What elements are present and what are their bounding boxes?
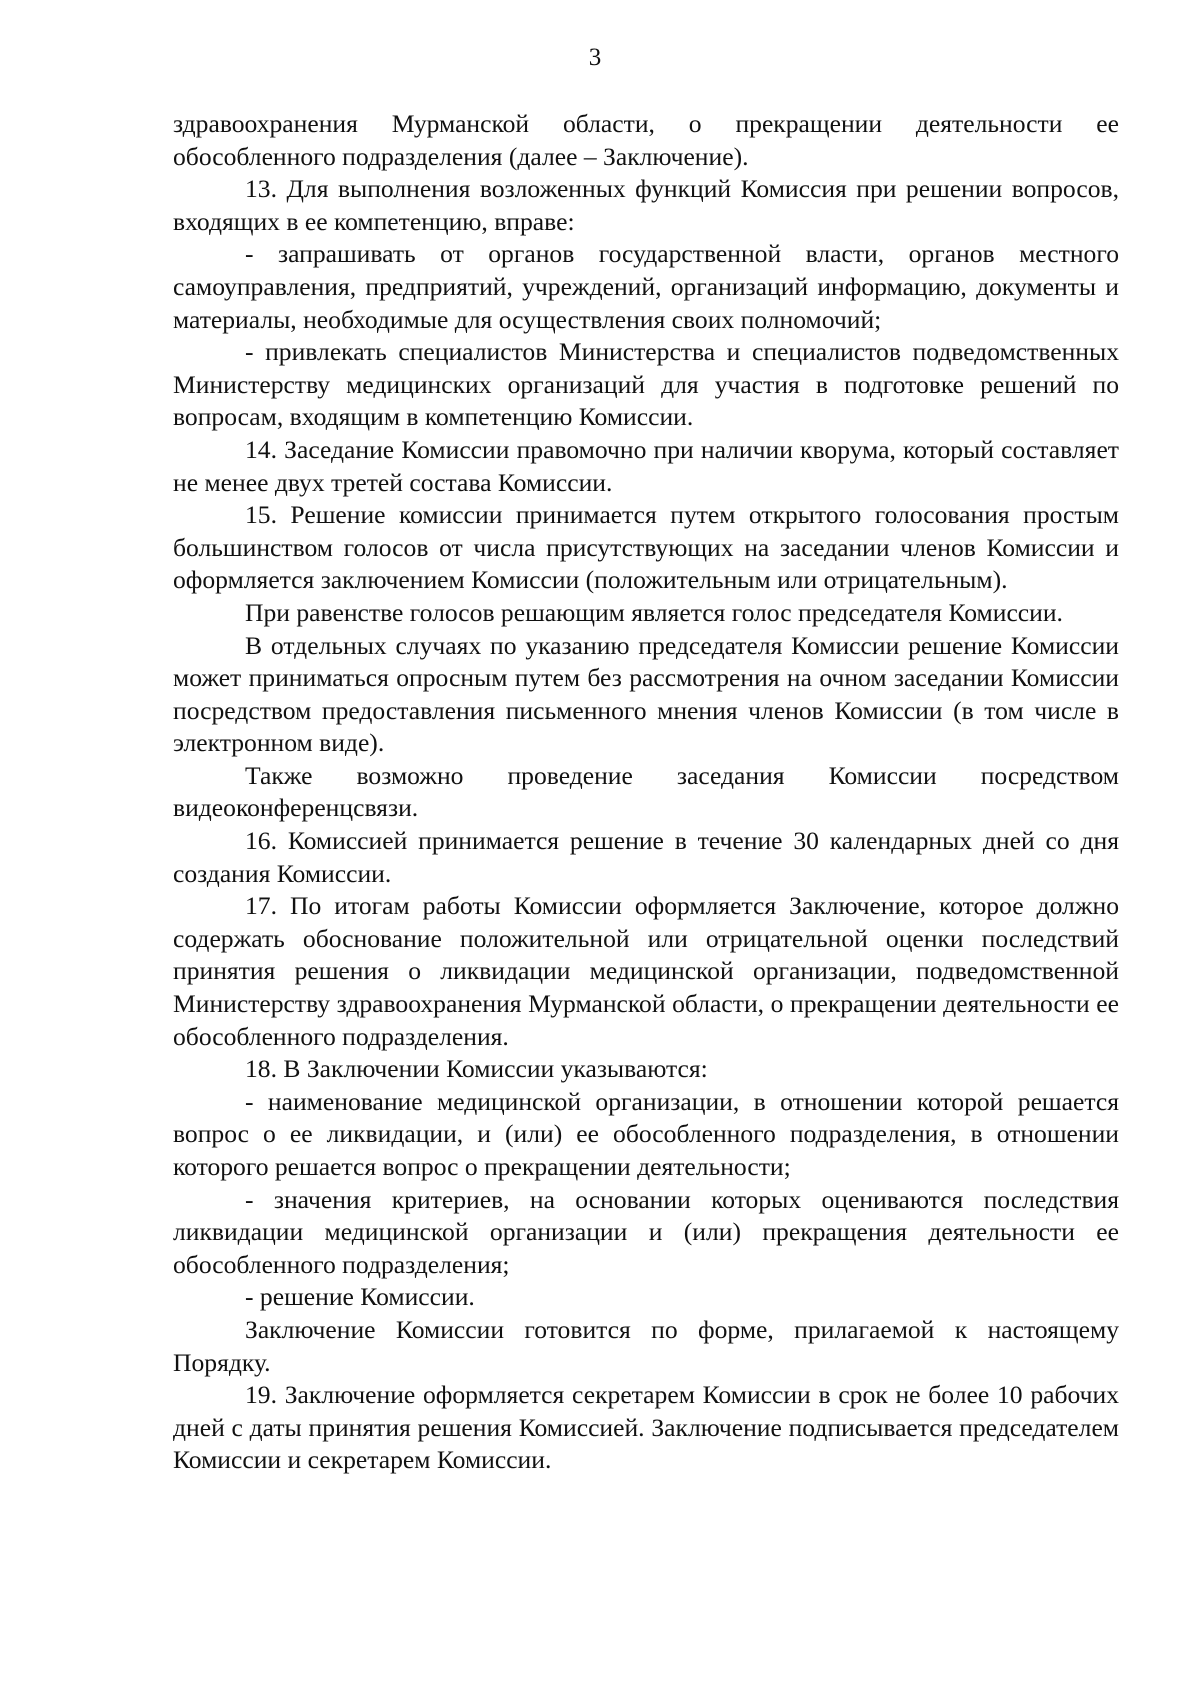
paragraph: При равенстве голосов решающим является голос председателя Комиссии.	[245, 597, 1063, 627]
list-item-involve-specialists: - привлекать специалистов Министерства и специалистов подведомственных Министерству медицинских организаций для участия в подготовке решений по вопросам, входящим в компетенцию Комиссии.	[173, 337, 1119, 432]
paragraph-item-17: 17. По итогам работы Комиссии оформляется Заключение, которое должно содержать обоснование положительной или отрицательной оценки последствий принятия решения о ликвидации медицинской организации, подведомственной Министерству здравоохранения Мурманской области, о прекращении деятельности ее обособленного подразделения.	[173, 891, 1119, 1051]
paragraph: В отдельных случаях по указанию председателя Комиссии решение Комиссии может приниматься опросным путем без рассмотрения на очном заседании Комиссии посредством предоставления письменного мнения членов Комиссии (в том числе в электронном виде).	[173, 630, 1119, 758]
list-item-commission-decision: - решение Комиссии.	[245, 1282, 475, 1312]
paragraph-item-18: 18. В Заключении Комиссии указываются:	[245, 1054, 708, 1084]
document-body	[173, 108, 1119, 1477]
paragraph-item-15: 15. Решение комиссии принимается путем открытого голосования простым большинством голосов от числа присутствующих на заседании членов Комиссии и оформляется заключением Комиссии (положительным или отрицательным).	[173, 500, 1119, 595]
paragraph-item-16: 16. Комиссией принимается решение в течение 30 календарных дней со дня создания Комиссии.	[173, 826, 1119, 888]
paragraph: Также возможно проведение заседания Комиссии посредством видеоконференцсвязи.	[173, 760, 1119, 823]
paragraph-item-19: 19. Заключение оформляется секретарем Комиссии в срок не более 10 рабочих дней с даты принятия решения Комиссией. Заключение подписывается председателем Комиссии и секретарем Комиссии.	[173, 1380, 1119, 1475]
paragraph-item-13: 13. Для выполнения возложенных функций Комиссия при решении вопросов, входящих в ее компетенцию, вправе:	[173, 174, 1119, 236]
list-item-organization-name: - наименование медицинской организации, в отношении которой решается вопрос о ее ликвидации, и (или) ее обособленного подразделения, в отношении которого решается вопрос о прекращении деятельности;	[173, 1086, 1119, 1181]
list-item-criteria-values: - значения критериев, на основании которых оцениваются последствия ликвидации медицинской организации и (или) прекращения деятельности ее обособленного подразделения;	[173, 1184, 1119, 1279]
paragraph: Заключение Комиссии готовится по форме, прилагаемой к настоящему Порядку.	[173, 1314, 1119, 1377]
list-item-request-information: - запрашивать от органов государственной власти, органов местного самоуправления, предприятий, учреждений, организаций информацию, документы и материалы, необходимые для осуществления своих полномочий;	[173, 239, 1119, 334]
paragraph: здравоохранения Мурманской области, о прекращении деятельности ее обособленного подразделения (далее – Заключение).	[173, 109, 1119, 171]
page-number: 3	[588, 44, 602, 71]
paragraph-item-14: 14. Заседание Комиссии правомочно при наличии кворума, который составляет не менее двух третей состава Комиссии.	[173, 434, 1119, 497]
